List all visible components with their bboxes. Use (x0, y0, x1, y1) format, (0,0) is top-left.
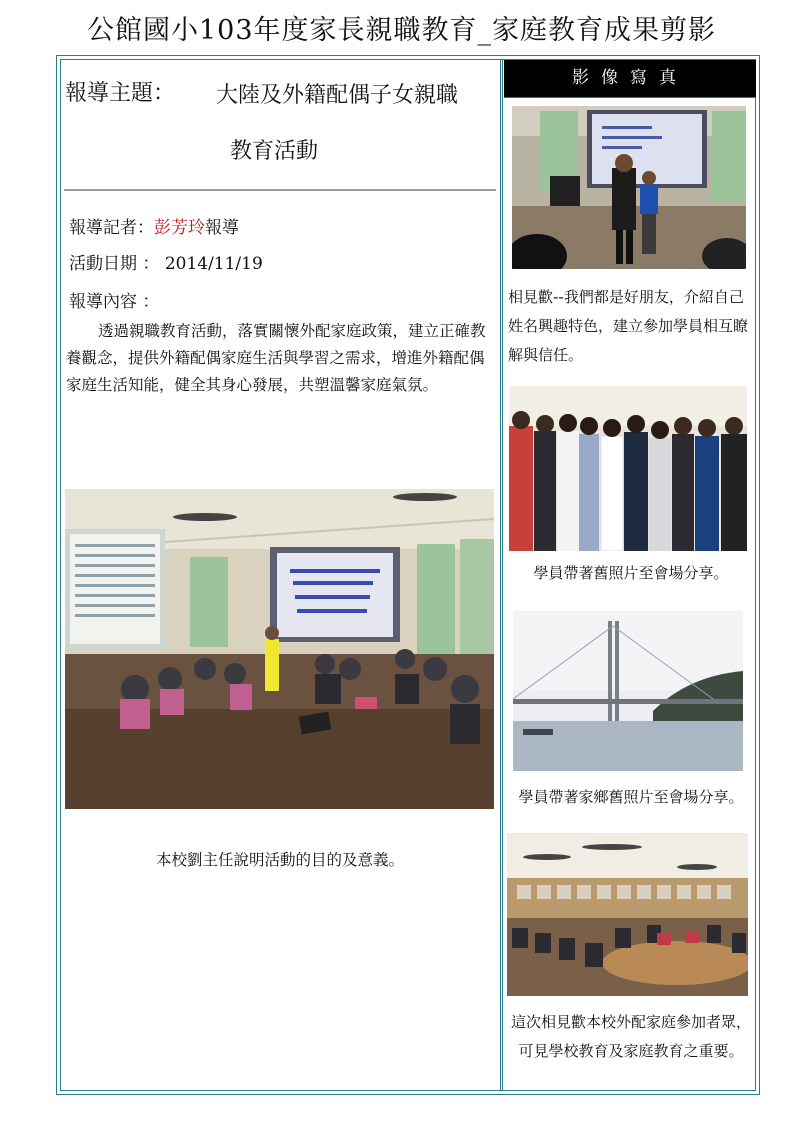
gallery-caption-1: 相見歡--我們都是好朋友，介紹自己姓名興趣特色，建立參加學員相互瞭解與信任。 (508, 288, 749, 364)
date-label: 活動日期 ： (69, 254, 160, 274)
gallery-header: 影像寫真 (504, 60, 756, 97)
column-divider (500, 59, 503, 1091)
topic-divider (64, 189, 496, 191)
topic-title-line1: 大陸及外籍配偶子女親職 (216, 83, 459, 108)
gallery-photo-1 (512, 106, 746, 269)
reporter-line (69, 213, 239, 238)
date-line (69, 249, 263, 274)
gallery-photo-3 (513, 611, 743, 771)
gallery-photo-4 (507, 833, 748, 996)
reporter-label: 報導記者： (69, 218, 154, 238)
gallery-caption-4: 這次相見歡本校外配家庭參加者眾，可見學校教育及家庭教育之重要。 (510, 1013, 751, 1060)
reporter-name: 彭芳玲 (154, 218, 205, 238)
topic-label: 報導主題： (65, 81, 176, 106)
content-label: 報導內容 ： (69, 292, 160, 312)
topic-title-line2: 教育活動 (230, 139, 319, 164)
main-photo-caption: 本校劉主任說明活動的目的及意義。 (155, 851, 404, 869)
main-photo (65, 489, 494, 809)
date-value: 2014/11/19 (164, 254, 263, 274)
gallery-caption-2: 學員帶著舊照片至會場分享。 (533, 564, 729, 582)
gallery-header-divider (504, 97, 756, 98)
gallery-caption-3: 學員帶著家鄉舊照片至會場分享。 (518, 788, 744, 806)
page-title: 公館國小103年度家長親職教育_家庭教育成果剪影 (86, 15, 717, 46)
gallery-photo-2 (509, 386, 747, 551)
reporter-suffix: 報導 (205, 218, 239, 238)
report-body-text: 透過親職教育活動，落實關懷外配家庭政策，建立正確教養觀念，提供外籍配偶家庭生活與學習之需求，增進外籍配偶家庭生活知能，健全其身心發展，共塑溫馨家庭氣氛。 (66, 322, 486, 394)
